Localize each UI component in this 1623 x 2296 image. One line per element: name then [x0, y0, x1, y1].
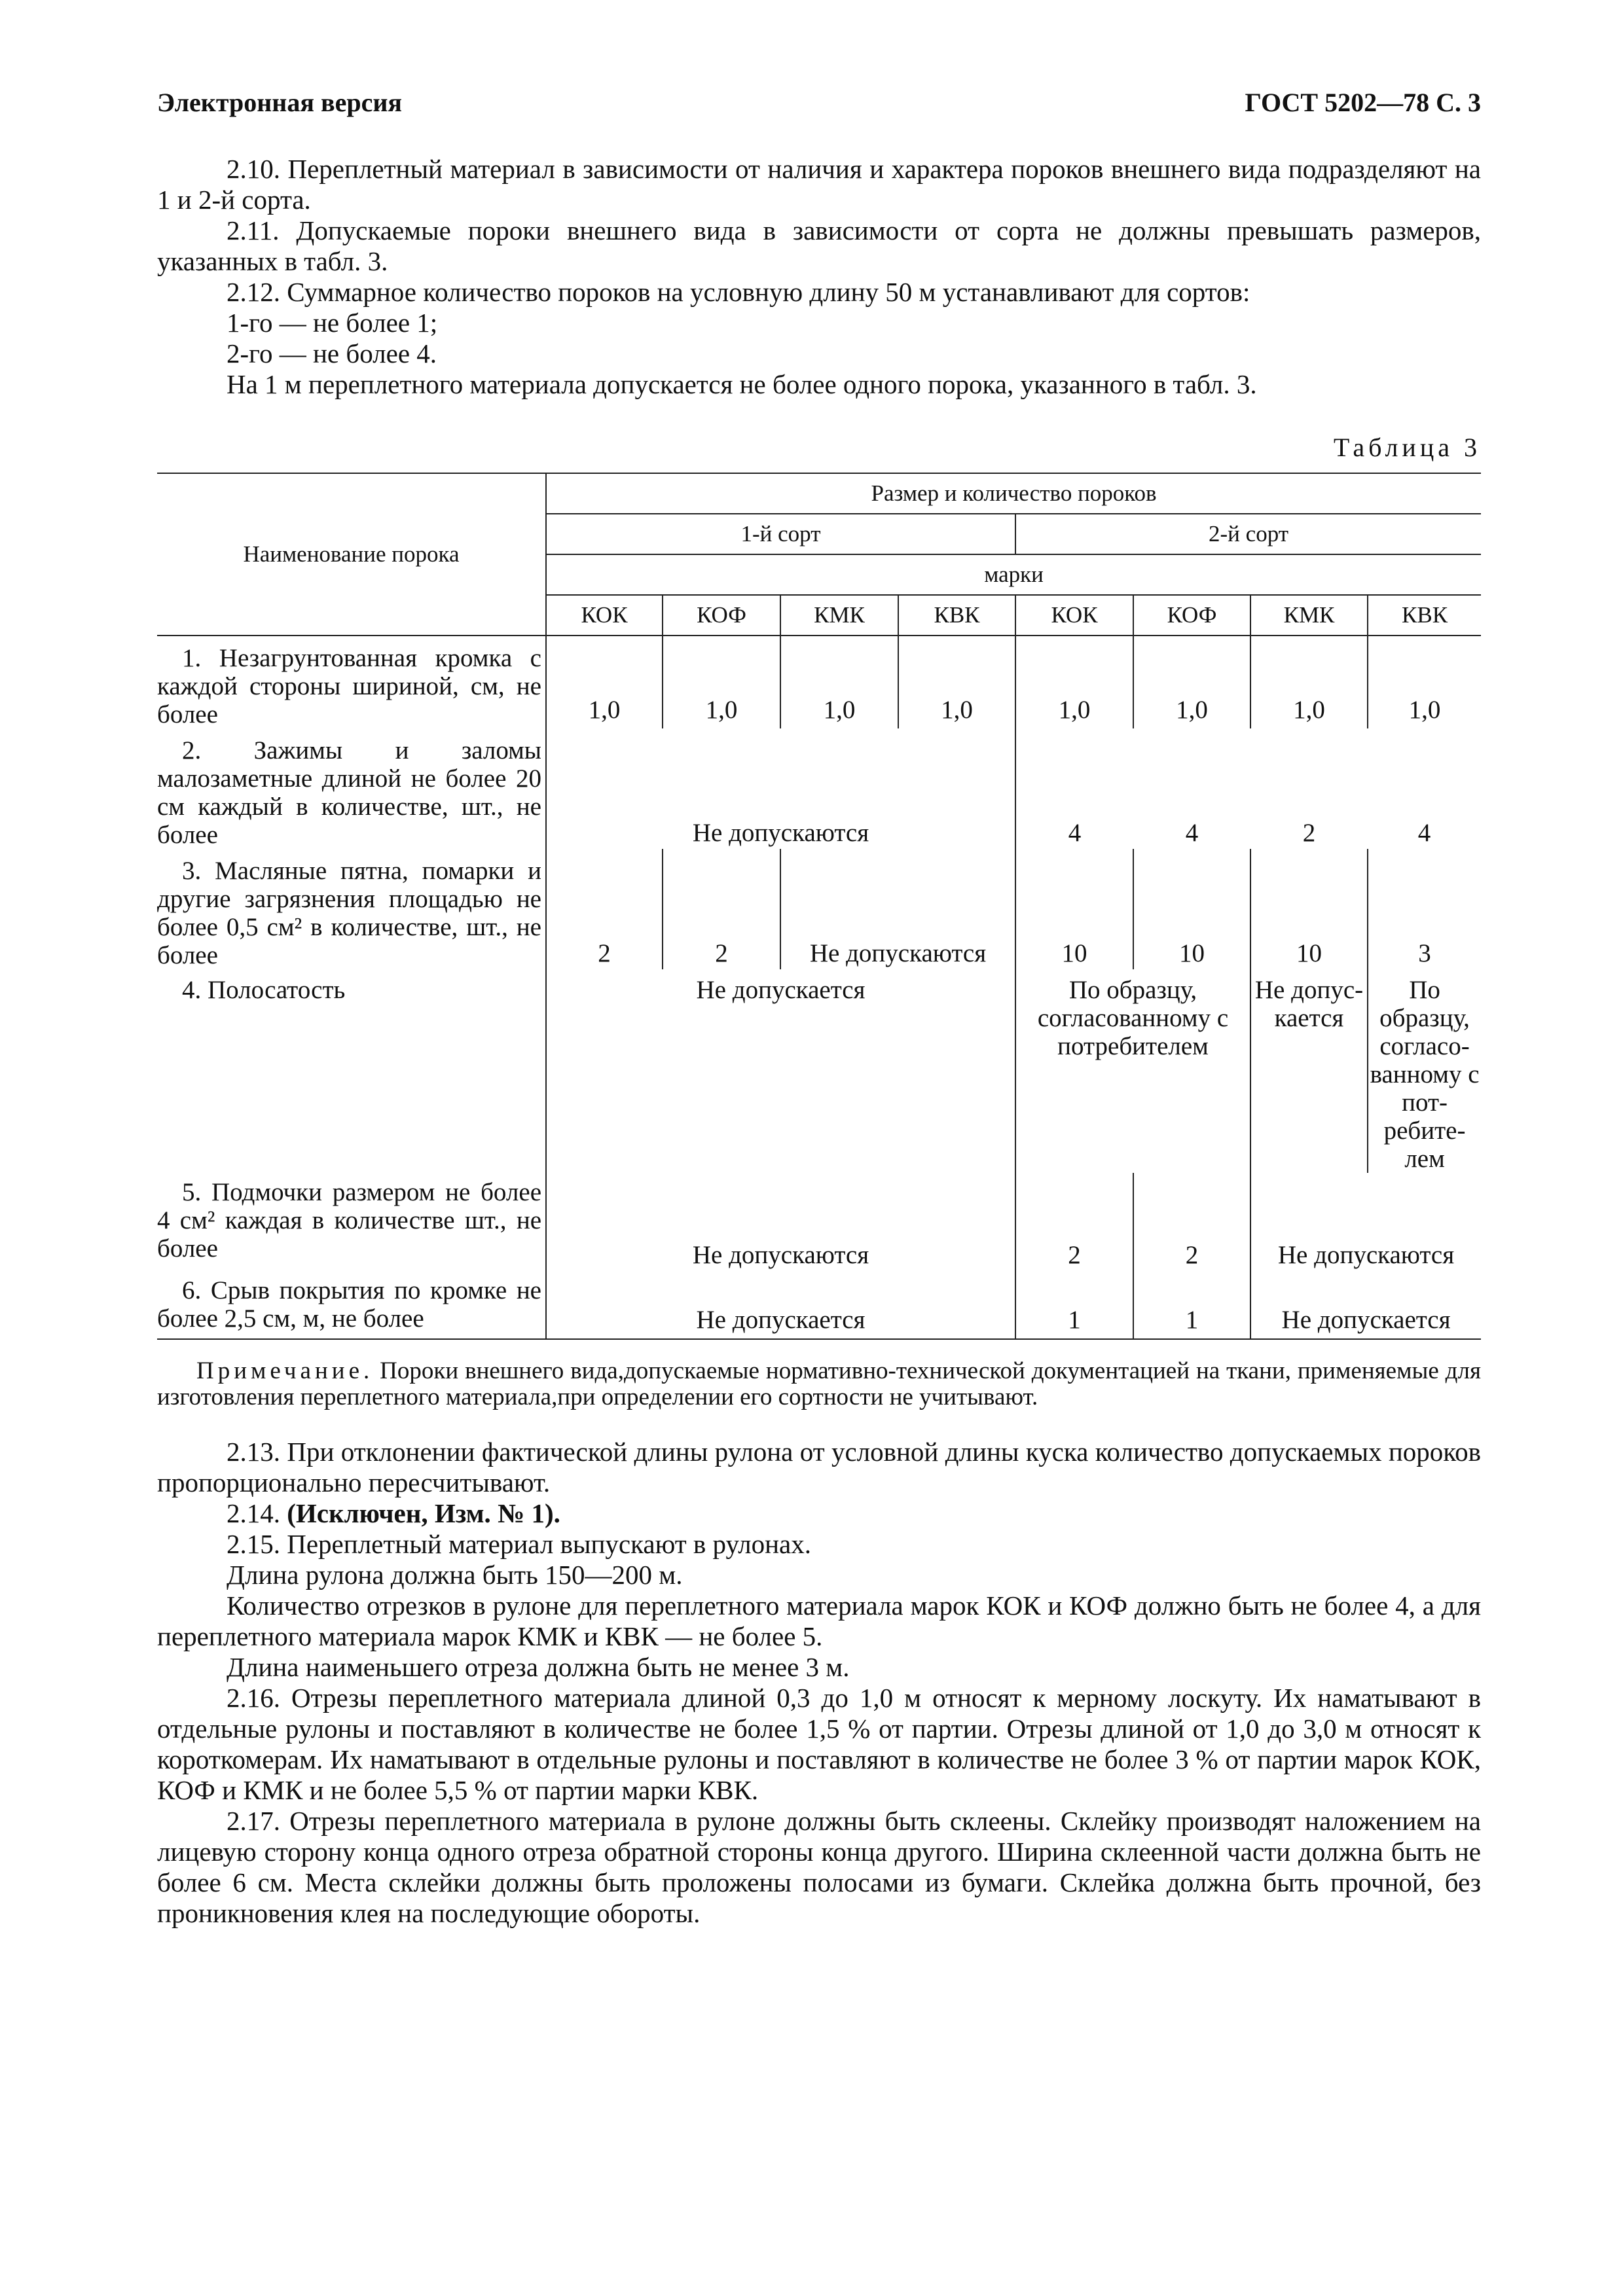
col-mark: КОК — [1015, 595, 1133, 636]
col-mark: КВК — [1368, 595, 1481, 636]
col-mark: КОФ — [663, 595, 780, 636]
table-cell: 1,0 — [780, 636, 898, 728]
table-cell: 1,0 — [663, 636, 780, 728]
col-mark: КМК — [780, 595, 898, 636]
table-cell: Не допус-кается — [1250, 969, 1368, 1173]
paragraph-grade1: 1-го — не более 1; — [227, 308, 438, 338]
table-cell-merged: Не допускаются — [546, 1173, 1015, 1271]
table-row — [157, 636, 1481, 728]
table-cell: 1,0 — [1250, 636, 1368, 728]
defect-name: 5. Подмочки размером не более 4 см² каждая в количестве шт., не более — [157, 1178, 541, 1263]
paragraph-2-15: 2.15. Переплетный материал выпускают в рулонах. — [227, 1529, 811, 1559]
document-page — [157, 0, 1481, 2296]
paragraph-cuts-count: Количество отрезков в рулоне для переплетного материала марок КОК и КОФ должно быть не более 4, а для переплетного материала марок КМК и КВК — не более 5. — [157, 1590, 1481, 1651]
table-cell: 2 — [1015, 1173, 1133, 1271]
table-cell: 2 — [1133, 1173, 1250, 1271]
table-cell-merged: Не допускаются — [1277, 1241, 1455, 1269]
defect-name: 2. Зажимы и заломы малозаметные длиной не более 20 см каждый в количестве, шт., не более — [157, 736, 541, 849]
table-cell: 4 — [1185, 819, 1199, 847]
col-mark: КМК — [1250, 595, 1368, 636]
table-cell: 1,0 — [546, 636, 663, 728]
paragraph-2-16: 2.16. Отрезы переплетного материала длиной 0,3 до 1,0 м относят к мерному лоскуту. Их наматывают в отдельные рулоны и поставляют в количестве не более 1,5 % от партии. Отрезы длиной от 1,0 до 3,0 м относят к короткомерам. Их наматывают в отдельные рулоны и поставляют в количестве не более 3 % от партии марок КОК, КОФ и КМК и не более 5,5 % от партии марки КВК. — [157, 1683, 1481, 1805]
table-row — [157, 1173, 1481, 1271]
intro-section — [157, 154, 1481, 400]
table-cell: 4 — [1417, 819, 1431, 847]
header-defect-name: Наименование порока — [157, 473, 546, 636]
paragraph-2-17: 2.17. Отрезы переплетного материала в рулоне должны быть склеены. Склейку производят наложением на лицевую сторону конца одного отреза обратной стороны конца другого. Ширина склеенной части должна быть не более 6 см. Места склейки должны быть проложены полосами из бумаги. Склейка должна быть прочной, без проникновения клея на последующие обороты. — [157, 1806, 1481, 1928]
table-cell: По образцу, согласо-ванному с пот-ребите-лем — [1370, 976, 1480, 1173]
paragraph-2-14-number: 2.14. — [227, 1498, 287, 1528]
paragraph-2-11: 2.11. Допускаемые пороки внешнего вида в зависимости от сорта не должны превышать размеров, указанных в табл. 3. — [157, 215, 1481, 276]
paragraph-grade2: 2-го — не более 4. — [227, 338, 437, 368]
table-cell: 3 — [1418, 939, 1431, 967]
table-cell-merged: Не допускаются — [780, 849, 1015, 969]
defect-name: 6. Срыв покрытия по кромке не более 2,5 см, м, не более — [157, 1276, 541, 1333]
note-text: Пороки внешнего вида,допускаемые нормативно-технической документацией на ткани, применяемые для изготовления переплетного материала,при определении его сортности не учитывают. — [157, 1357, 1481, 1410]
table-cell: 1 — [1133, 1271, 1250, 1339]
header-grade-1: 1-й сорт — [546, 514, 1015, 554]
table-cell: 4 — [1068, 819, 1082, 847]
table-cell: 1,0 — [1133, 636, 1250, 728]
table-cell: 2 — [1302, 819, 1316, 847]
paragraph-2-13: 2.13. При отклонении фактической длины рулона от условной длины куска количество допускаемых пороков пропорционально пересчитывают. — [157, 1437, 1481, 1498]
table-row — [157, 849, 1481, 969]
table-cell-merged: Не допускается — [1281, 1306, 1451, 1334]
note-label: Примечание. — [196, 1357, 374, 1384]
header-left: Электронная версия — [157, 88, 403, 117]
defects-table — [157, 473, 1481, 1340]
table-cell-merged: Не допускается — [546, 969, 1015, 1173]
table-cell: 1 — [1015, 1271, 1133, 1339]
table-cell: 1,0 — [1015, 636, 1133, 728]
table-row — [157, 969, 1481, 1173]
table-cell: 2 — [663, 849, 780, 969]
paragraph-roll-length: Длина рулона должна быть 150—200 м. — [227, 1560, 683, 1590]
header-size-count: Размер и количество пороков — [546, 473, 1481, 514]
table-cell: 1,0 — [1408, 696, 1441, 724]
body-section — [157, 1437, 1481, 1929]
col-mark: КВК — [898, 595, 1015, 636]
header-right: ГОСТ 5202—78 С. 3 — [1245, 88, 1481, 117]
table-cell: 10 — [1133, 849, 1250, 969]
paragraph-2-14-excluded: (Исключен, Изм. № 1). — [287, 1498, 560, 1528]
paragraph-min-cut: Длина наименьшего отреза должна быть не менее 3 м. — [227, 1652, 850, 1682]
paragraph-2-10: 2.10. Переплетный материал в зависимости от наличия и характера пороков внешнего вида подразделяют на 1 и 2-й сорта. — [157, 154, 1481, 215]
table-cell: 2 — [546, 849, 663, 969]
table-caption: Таблица 3 — [1333, 433, 1481, 462]
defect-name: 3. Масляные пятна, помарки и другие загрязнения площадью не более 0,5 см² в количестве, шт., не более — [157, 857, 541, 969]
table-cell-merged: Не допускается — [546, 1271, 1015, 1339]
col-mark: КОК — [546, 595, 663, 636]
table-cell: 10 — [1250, 849, 1368, 969]
table-cell-merged: По образцу, согласованному с потребителем — [1015, 969, 1250, 1173]
defect-name: 1. Незагрунтованная кромка с каждой стороны шириной, см, не более — [157, 644, 541, 728]
table-cell: 10 — [1015, 849, 1133, 969]
header-marks: марки — [546, 554, 1481, 595]
paragraph-2-14 — [157, 1498, 1481, 1529]
table-cell-merged: Не допускаются — [546, 728, 1015, 849]
defect-name: 4. Полосатость — [182, 976, 346, 1004]
paragraph-per-meter: На 1 м переплетного материала допускается не более одного порока, указанного в табл. 3. — [227, 369, 1257, 399]
header-grade-2: 2-й сорт — [1015, 514, 1481, 554]
table-row — [157, 728, 1481, 849]
paragraph-2-12: 2.12. Суммарное количество пороков на условную длину 50 м устанавливают для сортов: — [227, 277, 1250, 307]
col-mark: КОФ — [1133, 595, 1250, 636]
table-row — [157, 1271, 1481, 1339]
table-note — [157, 1358, 1481, 1410]
table-cell: 1,0 — [898, 636, 1015, 728]
